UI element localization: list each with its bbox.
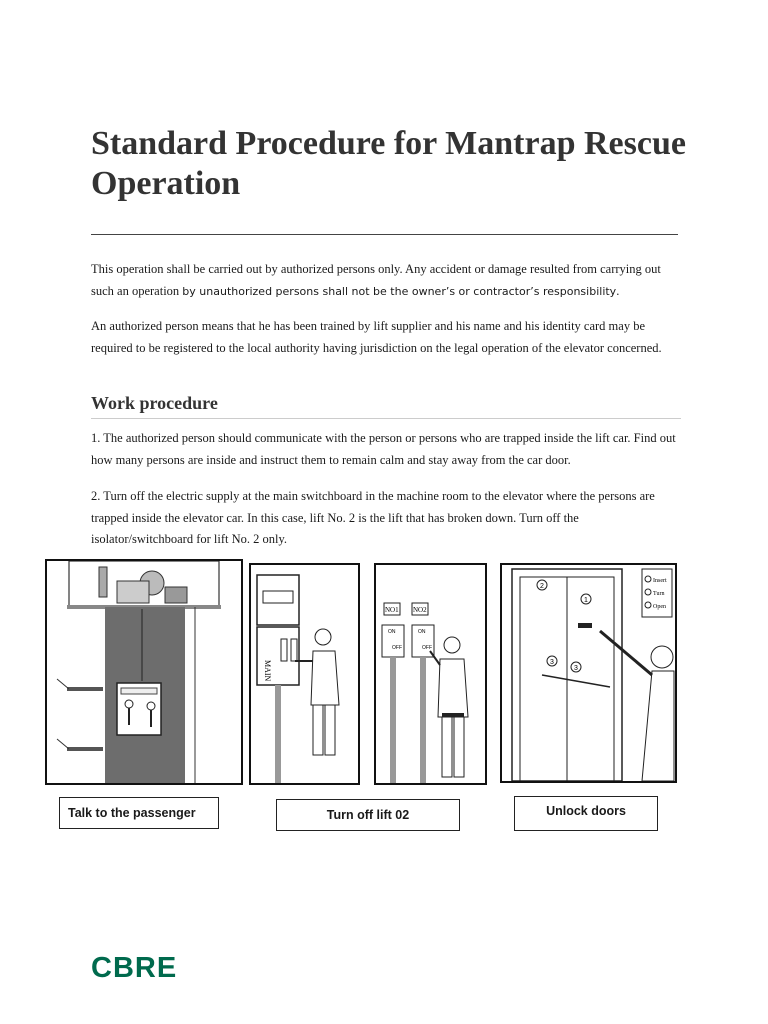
- step-marker-1: 1: [584, 597, 588, 604]
- intro-paragraph-1: [91, 259, 681, 302]
- section-divider: [91, 418, 681, 419]
- label-on-2: ON: [418, 629, 426, 635]
- figure-main-switchboard: [249, 563, 360, 785]
- page-title: Standard Procedure for Mantrap Rescue Operation: [91, 125, 686, 202]
- label-no2: NO2: [413, 606, 427, 614]
- elevator-shaft-illustration: [47, 561, 241, 783]
- label-on-1: ON: [388, 629, 396, 635]
- intro-text-a: This operation shall be carried out by authorized persons only. Any accident or damage resulted from carrying out such an operation: [91, 262, 661, 298]
- step-marker-3a: 3: [550, 659, 554, 666]
- switchboard-illustration: [251, 565, 358, 783]
- label-insert: Insert: [653, 578, 667, 584]
- intro-text-c: .: [616, 283, 620, 298]
- caption-unlock-doors: Unlock doors: [514, 796, 658, 831]
- intro-paragraph-2: An authorized person means that he has been trained by lift supplier and his name and his identity card may be required to be registered to the local authority having jurisdiction on the legal operation of the elevator concerned.: [91, 319, 662, 355]
- isolator-illustration: [376, 565, 485, 783]
- cbre-logo: [91, 953, 207, 986]
- caption-turn-off-lift: Turn off lift 02: [276, 799, 460, 831]
- step-marker-3b: 3: [574, 665, 578, 672]
- figure-lift-isolators: [374, 563, 487, 785]
- label-off-2: OFF: [422, 645, 432, 651]
- figure-elevator-shaft: [45, 559, 243, 785]
- section-heading: Work procedure: [91, 393, 218, 413]
- intro-text-b: by unauthorized persons shall not be the owner’s or contractor’s responsibility: [182, 284, 617, 298]
- cbre-logo-mark: [91, 953, 207, 981]
- main-label: MAIN: [263, 660, 272, 682]
- label-turn: Turn: [653, 591, 665, 597]
- step-marker-2: 2: [540, 583, 544, 590]
- label-open: Open: [653, 604, 666, 610]
- figure-unlock-doors: [500, 563, 677, 783]
- label-off-1: OFF: [392, 645, 402, 651]
- step-1: 1. The authorized person should communicate with the person or persons who are trapped inside the lift car. Find out how many persons are inside and instruct them to remain calm and stay away from the car door.: [91, 431, 676, 467]
- title-divider: [91, 234, 678, 235]
- step-2: 2. Turn off the electric supply at the main switchboard in the machine room to the elevator where the persons are trapped inside the elevator car. In this case, lift No. 2 is the lift that has broken down. Turn off the isolator/switchboard for lift No. 2 only.: [91, 489, 655, 546]
- label-no1: NO1: [385, 606, 399, 614]
- caption-talk-to-passenger: Talk to the passenger: [59, 797, 219, 829]
- cbre-logo-text: CBRE: [91, 953, 178, 981]
- door-unlock-illustration: [502, 565, 675, 781]
